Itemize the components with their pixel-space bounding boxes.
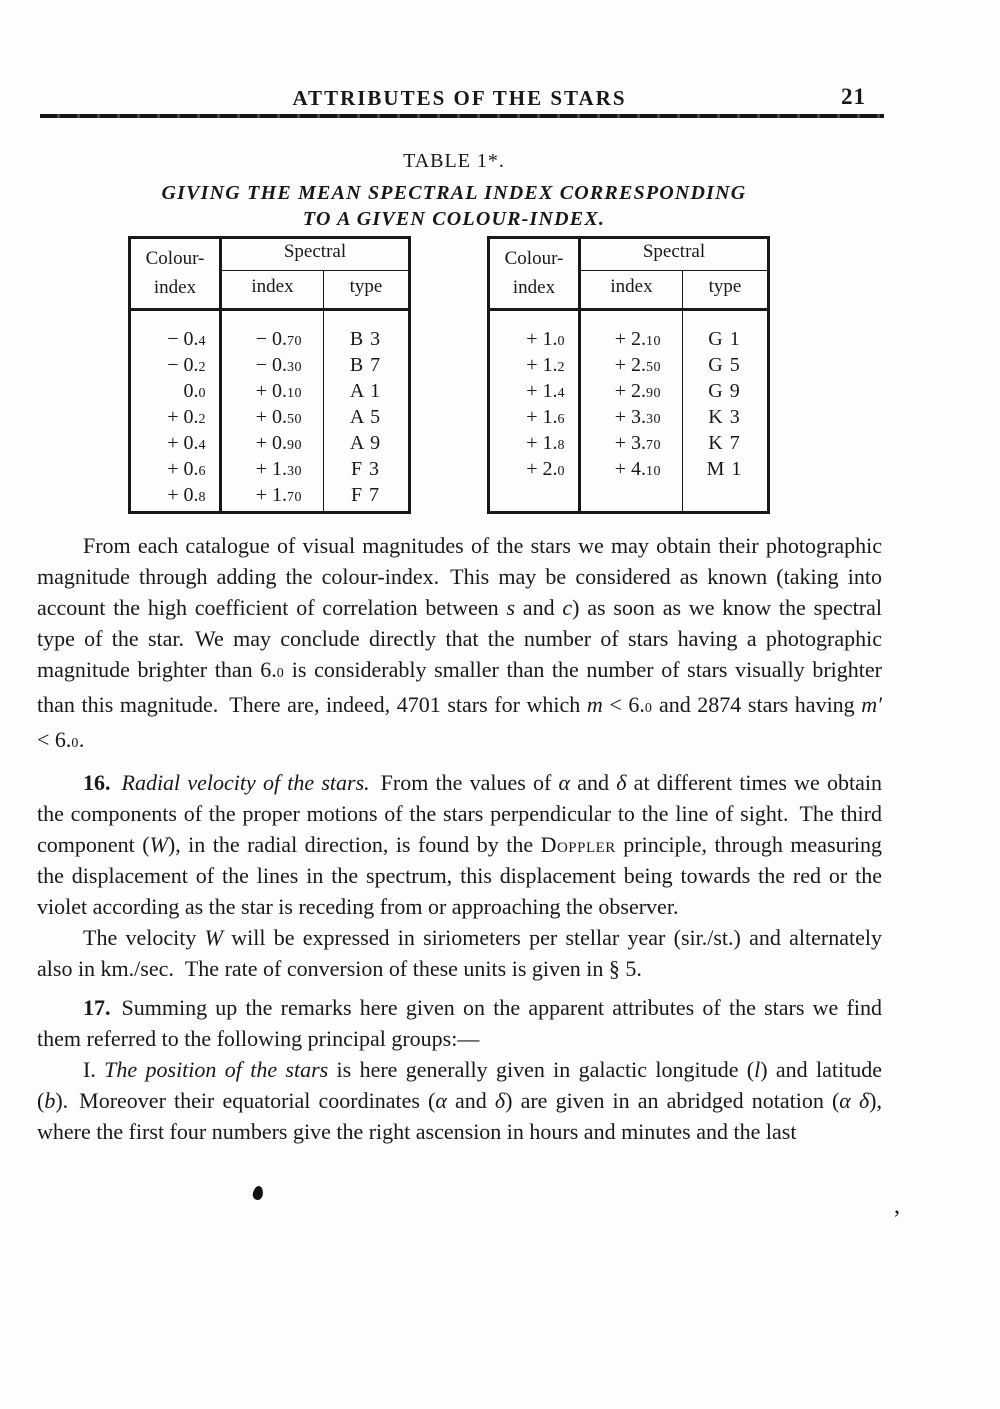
decimal-digits: 4 bbox=[198, 333, 206, 349]
decimal-digits: 50 bbox=[287, 411, 302, 427]
text-segment: α bbox=[558, 770, 571, 795]
decimal-digits: 90 bbox=[287, 437, 302, 453]
decimal-digits: 90 bbox=[646, 385, 661, 401]
spectral-underline bbox=[222, 270, 408, 271]
paragraph: 16. Radial velocity of the stars. From the values of α and δ at different times we obtain the components of the proper motions of the stars perpendicular to the line of sight. The third component (W), in the radial direction, is found by the Doppler principle, through measuring the displacement of the lines in the spectrum, this displacement being towards the red or the violet according as the star is receding from or approaching the observer. bbox=[37, 770, 883, 919]
table-row bbox=[131, 482, 408, 508]
cell-spectral-index: − 0.70 bbox=[255, 327, 302, 350]
table-row bbox=[131, 456, 408, 482]
decimal-digits: 4 bbox=[557, 385, 565, 401]
cell-colour-index: + 1.8 bbox=[526, 431, 565, 454]
column-header-colour-index bbox=[131, 244, 219, 302]
table-row bbox=[490, 352, 767, 378]
decimal-digits: 30 bbox=[287, 359, 302, 375]
decimal-digits: 8 bbox=[557, 437, 565, 453]
paragraph: The velocity W will be expressed in siriometers per stellar year (sir./st.) and alternately also in km./sec. The rate of conversion of these units is given in § 5. bbox=[37, 925, 882, 981]
text-segment: 0 bbox=[644, 701, 653, 716]
column-header-index: index bbox=[251, 276, 294, 297]
text-segment: s bbox=[506, 595, 516, 620]
table-row bbox=[131, 378, 408, 404]
cell-spectral-type: B 3 bbox=[349, 327, 382, 350]
column-group-header-spectral: Spectral bbox=[283, 241, 347, 262]
colour-spectral-table-left bbox=[128, 236, 411, 514]
cell-spectral-index: + 1.70 bbox=[255, 483, 302, 506]
decimal-digits: 70 bbox=[287, 333, 302, 349]
cell-colour-index: + 0.6 bbox=[167, 457, 206, 480]
column-header-type: type bbox=[349, 276, 383, 297]
table-row bbox=[490, 378, 767, 404]
cell-colour-index: + 0.8 bbox=[167, 483, 206, 506]
cell-spectral-type: B 7 bbox=[349, 353, 382, 376]
decimal-digits: 30 bbox=[287, 463, 302, 479]
cell-spectral-index: + 0.90 bbox=[255, 431, 302, 454]
cell-spectral-type: F 7 bbox=[350, 483, 381, 506]
table-row bbox=[131, 352, 408, 378]
table-body bbox=[131, 311, 408, 508]
text-segment: m bbox=[586, 692, 603, 717]
cell-spectral-type: M 1 bbox=[706, 457, 743, 480]
tables-region bbox=[128, 236, 770, 514]
column-header-colour-index bbox=[490, 244, 578, 302]
cell-spectral-index: + 2.90 bbox=[614, 379, 661, 402]
header-rule bbox=[40, 114, 884, 118]
decimal-digits: 10 bbox=[646, 463, 661, 479]
cell-spectral-type: K 7 bbox=[708, 431, 741, 454]
cell-colour-index: + 1.6 bbox=[526, 405, 565, 428]
page-number: 21 bbox=[841, 84, 866, 109]
decimal-digits: 2 bbox=[557, 359, 565, 375]
cell-spectral-index: + 1.30 bbox=[255, 457, 302, 480]
decimal-digits: 70 bbox=[287, 489, 302, 505]
cell-spectral-index: + 0.50 bbox=[255, 405, 302, 428]
text-segment: c bbox=[562, 595, 573, 620]
cell-spectral-type: A 9 bbox=[349, 431, 382, 454]
cell-colour-index: + 1.4 bbox=[526, 379, 565, 402]
cell-spectral-index: + 3.70 bbox=[614, 431, 661, 454]
paragraph: 17. Summing up the remarks here given on the apparent attributes of the stars we find them referred to the following principal groups:— bbox=[37, 995, 882, 1051]
cell-spectral-type: F 3 bbox=[350, 457, 381, 480]
text-segment: Radial velocity of the stars. bbox=[121, 770, 370, 795]
table-row bbox=[490, 430, 767, 456]
decimal-digits: 2 bbox=[198, 359, 206, 375]
cell-colour-index: 0.0 bbox=[183, 379, 206, 402]
cell-spectral-type: G 1 bbox=[708, 327, 741, 350]
cell-spectral-index: + 2.50 bbox=[614, 353, 661, 376]
cell-spectral-type: G 5 bbox=[708, 353, 741, 376]
decimal-digits: 6 bbox=[198, 463, 206, 479]
column-header-index: index bbox=[610, 276, 653, 297]
column-header-colour-line1: Colour- bbox=[145, 248, 205, 269]
column-header-colour-line1: Colour- bbox=[504, 248, 564, 269]
running-head-title: ATTRIBUTES OF THE STARS bbox=[292, 86, 627, 110]
decimal-digits: 0 bbox=[198, 385, 206, 401]
table-row bbox=[490, 404, 767, 430]
cell-spectral-type: G 9 bbox=[708, 379, 741, 402]
cell-spectral-type: K 3 bbox=[708, 405, 741, 428]
cell-spectral-type: A 5 bbox=[349, 405, 382, 428]
text-segment: l bbox=[754, 1057, 761, 1082]
text-segment: W bbox=[149, 832, 168, 857]
column-header-colour-line2: index bbox=[512, 277, 556, 298]
decimal-digits: 0 bbox=[557, 463, 565, 479]
body-text bbox=[37, 530, 882, 1147]
cell-colour-index: + 2.0 bbox=[526, 457, 565, 480]
cell-colour-index: + 0.2 bbox=[167, 405, 206, 428]
table-subtitle-line2: TO A GIVEN COLOUR-INDEX. bbox=[302, 208, 606, 230]
colour-spectral-table-right bbox=[487, 236, 770, 514]
column-group-header-spectral: Spectral bbox=[642, 241, 706, 262]
text-segment: Doppler bbox=[540, 832, 616, 857]
cell-colour-index: + 0.4 bbox=[167, 431, 206, 454]
table-caption bbox=[0, 150, 908, 232]
cell-colour-index: − 0.4 bbox=[167, 327, 206, 350]
column-header-type: type bbox=[708, 276, 742, 297]
decimal-digits: 8 bbox=[198, 489, 206, 505]
decimal-digits: 0 bbox=[557, 333, 565, 349]
column-header-colour-line2: index bbox=[153, 277, 197, 298]
text-segment: m′ bbox=[861, 692, 882, 717]
paragraph: I. The position of the stars is here generally given in galactic longitude (l) and latitude (b). Moreover their equatorial coordinates (α and δ) are given in an abridged notation (α δ), where the first four numbers give the right ascension in hours and minutes and the last bbox=[37, 1057, 882, 1144]
text-segment: 0 bbox=[71, 736, 79, 751]
decimal-digits: 6 bbox=[557, 411, 565, 427]
decimal-digits: 2 bbox=[198, 411, 206, 427]
ink-blot-artifact bbox=[252, 1185, 264, 1201]
cell-colour-index: + 1.2 bbox=[526, 353, 565, 376]
decimal-digits: 10 bbox=[287, 385, 302, 401]
text-segment: 16. bbox=[83, 770, 111, 795]
cell-colour-index: + 1.0 bbox=[526, 327, 565, 350]
table-row bbox=[131, 326, 408, 352]
text-segment: δ bbox=[616, 770, 627, 795]
cell-colour-index: − 0.2 bbox=[167, 353, 206, 376]
cell-spectral-index: + 4.10 bbox=[614, 457, 661, 480]
text-segment: δ bbox=[494, 1088, 506, 1113]
decimal-digits: 70 bbox=[646, 437, 661, 453]
decimal-digits: 10 bbox=[646, 333, 661, 349]
spectral-underline bbox=[581, 270, 767, 271]
table-row bbox=[131, 430, 408, 456]
table-body bbox=[490, 311, 767, 482]
decimal-digits: 4 bbox=[198, 437, 206, 453]
table-row bbox=[490, 456, 767, 482]
cell-spectral-index: − 0.30 bbox=[255, 353, 302, 376]
text-segment: 17. bbox=[83, 995, 111, 1020]
cell-spectral-type: A 1 bbox=[349, 379, 382, 402]
table-title: TABLE 1*. bbox=[403, 150, 505, 172]
text-segment: The position of the stars bbox=[104, 1057, 329, 1082]
cell-spectral-index: + 0.10 bbox=[255, 379, 302, 402]
decimal-digits: 50 bbox=[646, 359, 661, 375]
text-segment: α bbox=[435, 1088, 447, 1113]
text-segment: W bbox=[204, 925, 223, 950]
stray-comma-mark: , bbox=[894, 1193, 900, 1219]
text-segment: α δ bbox=[839, 1088, 870, 1113]
cell-spectral-index: + 2.10 bbox=[614, 327, 661, 350]
text-segment: b bbox=[44, 1088, 56, 1113]
table-row bbox=[131, 404, 408, 430]
table-subtitle-line1: GIVING THE MEAN SPECTRAL INDEX CORRESPONDING bbox=[161, 182, 747, 204]
text-segment: 0 bbox=[276, 666, 285, 681]
cell-spectral-index: + 3.30 bbox=[614, 405, 661, 428]
table-row bbox=[490, 326, 767, 352]
paragraph: From each catalogue of visual magnitudes of the stars we may obtain their photographic magnitude through adding the colour-index. This may be considered as known (taking into account the high coefficient of correlation between s and c) as soon as we know the spectral type of the star. We may conclude directly that the number of stars having a photographic magnitude brighter than 6.0 is considerably smaller than the number of stars visually brighter than this magnitude. There are, indeed, 4701 stars for which m < 6.0 and 2874 stars having m′ < 6.0. bbox=[37, 533, 882, 752]
decimal-digits: 30 bbox=[646, 411, 661, 427]
